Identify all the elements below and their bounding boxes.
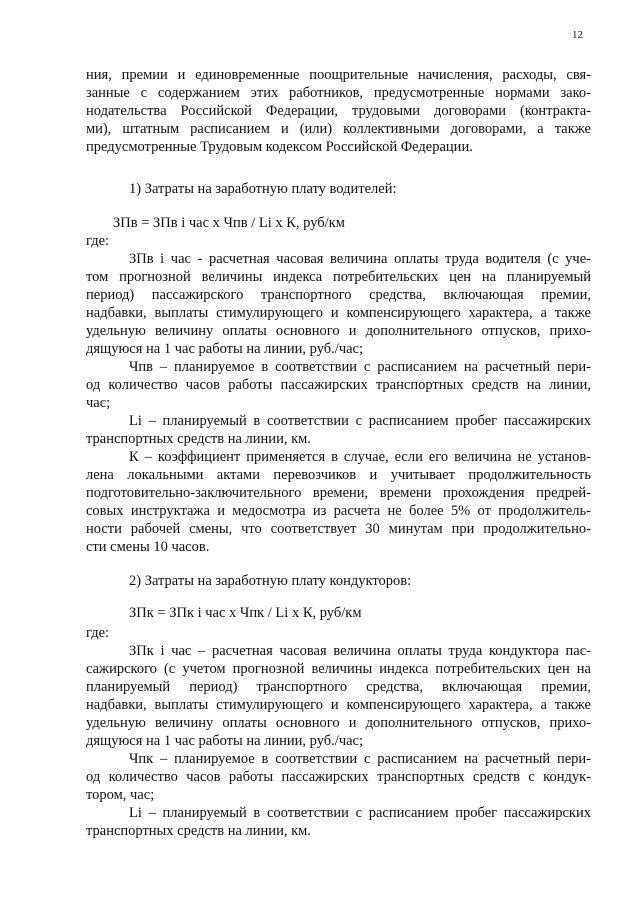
text-line: сти смены 10 часов. [86,539,210,555]
text-line: занные с содержанием этих работников, предусмотренные нормами зако- [86,85,591,101]
text-line: од количество часов работы пассажирских транспортных средств на линии, [86,377,591,393]
text-line: транспортных средств на линии, км. [86,431,311,447]
text-line: Li – планируемый в соответствии с расписанием пробег пассажирских [129,805,591,821]
text-line: тором, час; [86,787,155,803]
section1-definition-chpv [86,358,591,412]
section1-formula: ЗПв = ЗПв i час х Чпв / Li х К, руб/км [113,215,345,231]
text-line: ности рабочей смены, что соответствует 30 минутам при продолжительно- [86,521,591,537]
section2-definition-chpk [86,750,591,804]
text-line: дящуюся на 1 час работы на линии, руб./час; [86,341,364,357]
text-line: удельную величину оплаты основного и дополнительного отпусков, прихо- [86,323,591,339]
text-line: Li – планируемый в соответствии с расписанием пробег пассажирских [129,413,591,429]
section2-where-label: где: [86,625,110,641]
text-line: ЗПв i час - расчетная часовая величина оплаты труда водителя (с уче- [129,251,591,267]
text-line: транспортных средств на линии, км. [86,823,311,839]
text-line: лена локальными актами перевозчиков и учитывает продолжительность [86,467,591,483]
intro-paragraph [86,66,591,156]
text-line: совых инструктажа и медосмотра из расчета не более 5% от продолжитель- [86,503,591,519]
section1-heading: 1) Затраты на заработную плату водителей: [129,181,397,197]
section1-definition-k [86,448,591,556]
text-line: подготовительно-заключительного времени, времени прохождения предрей- [86,485,591,501]
text-line: Чпв – планируемое в соответствии с расписанием на расчетный пери- [129,359,591,375]
section2-definition-zpk [86,642,591,750]
section1-definition-zpv [86,250,591,358]
text-line: период) пассажирского транспортного средства, включающая премии, [86,287,591,303]
text-line: надбавки, выплаты стимулирующего и компенсирующего характера, а также [86,697,591,713]
text-line: Чпк – планируемое в соответствии с расписанием на расчетный пери- [129,751,591,767]
section2-formula: ЗПк = ЗПк i час х Чпк / Li х К, руб/км [129,605,362,621]
text-line: нодательства Российской Федерации, трудовыми договорами (контракта- [86,103,591,119]
text-line: сажирского (с учетом прогнозной величины индекса потребительских цен на [86,661,591,677]
text-line: планируемый период) транспортного средства, включающая премии, [86,679,591,695]
section2-definition-li [86,804,591,840]
section1-definition-li [86,412,591,448]
text-line: од количество часов работы пассажирских транспортных средств с кондук- [86,769,591,785]
text-line: ми), штатным расписанием и (или) коллективными договорами, а также [86,121,591,137]
text-line: предусмотренные Трудовым кодексом Российской Федерации. [86,139,473,155]
text-line: дящуюся на 1 час работы на линии, руб./час; [86,733,364,749]
text-line: К – коэффициент применяется в случае, если его величина не установ- [129,449,591,465]
text-line: ЗПк i час – расчетная часовая величина оплаты труда кондуктора пас- [129,643,591,659]
text-line: том прогнозной величины индекса потребительских цен на планируемый [86,269,591,285]
text-line: ния, премии и единовременные поощрительные начисления, расходы, свя- [86,67,591,83]
text-line: удельную величину оплаты основного и дополнительного отпусков, прихо- [86,715,591,731]
section1-where-label: где: [86,233,110,249]
section2-heading: 2) Затраты на заработную плату кондукторов: [129,573,412,589]
page-number: 12 [572,29,583,41]
text-line: надбавки, выплаты стимулирующего и компенсирующего характера, а также [86,305,591,321]
text-line: час; [86,395,111,411]
